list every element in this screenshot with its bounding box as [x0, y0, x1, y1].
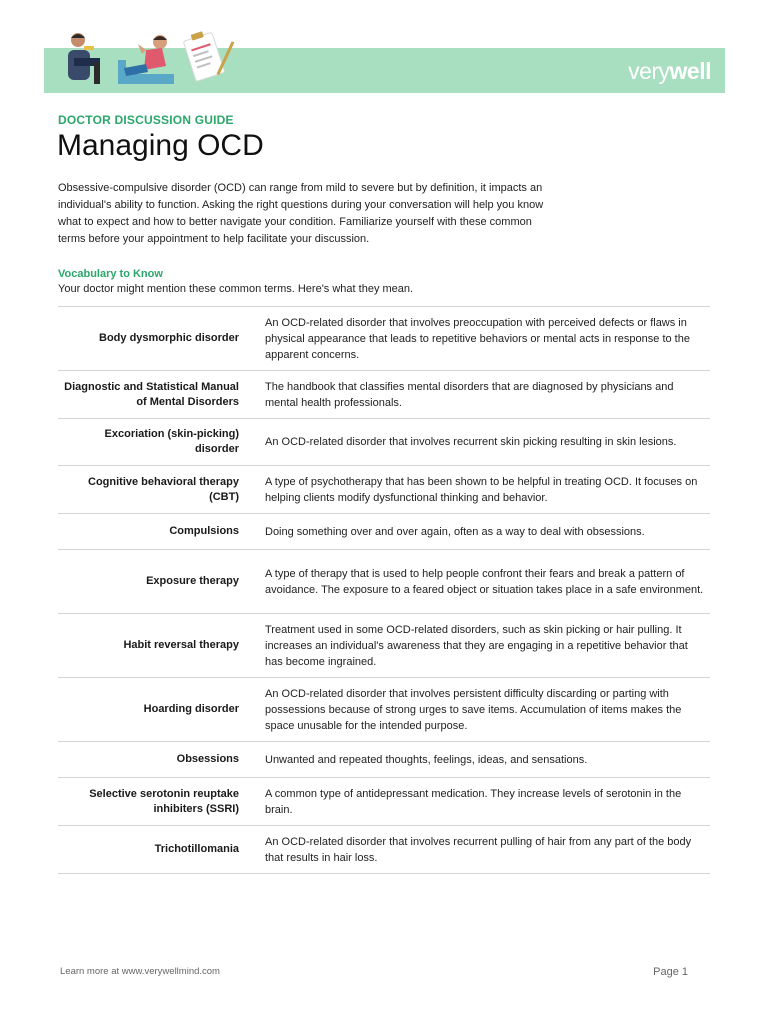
term-label: Excoriation (skin-picking) disorder: [104, 428, 239, 455]
table-row: [58, 742, 710, 778]
term-label: Selective serotonin reuptake inhibiters (SSRI): [89, 787, 239, 815]
table-row: [58, 307, 710, 371]
table-row: [58, 678, 710, 742]
term-definition: A type of therapy that is used to help people confront their fears and break a pattern of avoidance. The exposure to a feared object or situation takes place in a safe environment.: [265, 567, 704, 596]
vocabulary-table: [58, 306, 710, 874]
verywell-logo: verywell: [628, 58, 711, 84]
table-row: [58, 550, 710, 614]
term-label: Hoarding disorder: [143, 703, 239, 715]
term-definition: Unwanted and repeated thoughts, feelings, ideas, and sensations.: [265, 753, 588, 766]
term-definition: Treatment used in some OCD-related disorders, such as skin picking or hair pulling. It increases an individual's awareness that they are engaging in a repetitive behavior that has become ingrained.: [265, 623, 688, 668]
table-row: [58, 419, 710, 466]
header-banner: [44, 48, 725, 93]
table-row: [58, 614, 710, 678]
term-label: Habit reversal therapy: [123, 639, 239, 651]
term-label: Obsessions: [176, 753, 239, 765]
term-definition: An OCD-related disorder that involves preoccupation with perceived defects or flaws in physical appearance that leads to repetitive behaviors or mental acts in response to the apparent concerns.: [265, 316, 690, 361]
table-row: [58, 466, 710, 514]
guide-label: DOCTOR DISCUSSION GUIDE: [58, 113, 234, 127]
page-number: Page 1: [653, 966, 688, 978]
term-definition: Doing something over and over again, often as a way to deal with obsessions.: [265, 525, 645, 538]
table-row: [58, 778, 710, 826]
term-definition: The handbook that classifies mental disorders that are diagnosed by physicians and mental health professionals.: [265, 380, 674, 409]
term-label: Trichotillomania: [154, 843, 239, 855]
vocabulary-subtitle: Your doctor might mention these common terms. Here's what they mean.: [58, 283, 414, 295]
term-definition: An OCD-related disorder that involves persistent difficulty discarding or parting with possessions because of strong urges to save items. Accumulation of items makes the space unusable for the intended purpose.: [265, 687, 682, 732]
table-row: [58, 514, 710, 550]
term-definition: A common type of antidepressant medication. They increase levels of serotonin in the brain.: [265, 787, 682, 816]
term-label: Compulsions: [169, 525, 239, 537]
vocabulary-heading: Vocabulary to Know: [58, 268, 163, 280]
term-label: Diagnostic and Statistical Manual of Mental Disorders: [64, 380, 239, 408]
intro-paragraph: Obsessive-compulsive disorder (OCD) can range from mild to severe but by definition, it impacts an individual's ability to function. Asking the right questions during your conversation will help you know what to expect and how to better navigate your condition. Familiarize yourself with these common terms before your appointment to help facilitate your discussion.: [58, 182, 544, 245]
term-definition: An OCD-related disorder that involves recurrent pulling of hair from any part of the body that results in hair loss.: [265, 835, 692, 864]
table-row: [58, 371, 710, 419]
page-title: Managing OCD: [57, 129, 264, 162]
term-label: Body dysmorphic disorder: [99, 332, 239, 344]
doctor-patient-illustration: [54, 30, 244, 93]
term-label: Exposure therapy: [146, 575, 239, 587]
term-definition: A type of psychotherapy that has been shown to be helpful in treating OCD. It focuses on helping clients modify dysfunctional thinking and behavior.: [265, 475, 698, 504]
footer-link[interactable]: Learn more at www.verywellmind.com: [60, 966, 220, 977]
table-row: [58, 826, 710, 874]
term-label: Cognitive behavioral therapy (CBT): [88, 475, 239, 503]
term-definition: An OCD-related disorder that involves recurrent skin picking resulting in skin lesions.: [265, 436, 677, 448]
